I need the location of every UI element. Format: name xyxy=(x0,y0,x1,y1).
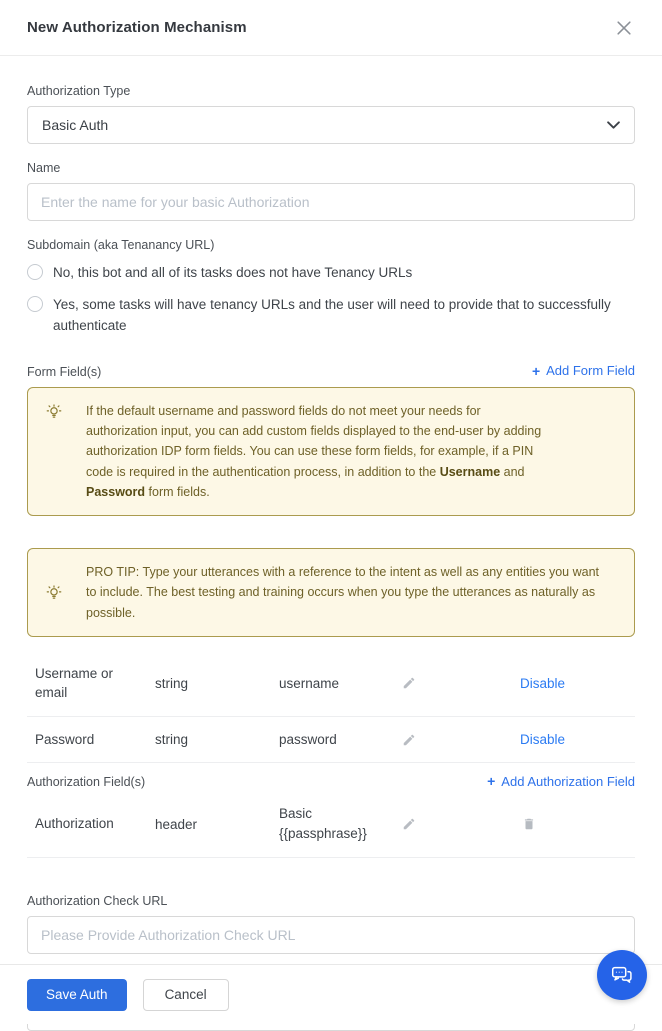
plus-icon: + xyxy=(487,773,496,790)
check-url-input[interactable] xyxy=(27,916,635,954)
subdomain-option-no[interactable] xyxy=(27,263,635,284)
modal-title: New Authorization Mechanism xyxy=(27,19,247,36)
edit-field-button[interactable] xyxy=(400,815,520,833)
info-text-part: form fields. xyxy=(145,484,210,499)
add-authorization-field-label: Add Authorization Field xyxy=(501,773,635,789)
subdomain-option-yes[interactable] xyxy=(27,295,635,337)
form-fields-table xyxy=(27,651,635,764)
auth-fields-section-head xyxy=(27,773,635,789)
pro-tip-text: PRO TIP: Type your utterances with a reference to the intent as well as any entities you want to include. The best testing and training occurs when you type the utterances as naturally as possible. xyxy=(86,565,600,620)
edit-field-button[interactable] xyxy=(400,731,520,749)
field-type-cell: string xyxy=(155,732,189,748)
disable-field-link[interactable]: Disable xyxy=(520,675,566,691)
auth-type-select[interactable] xyxy=(27,106,635,144)
lightbulb-icon xyxy=(45,403,63,421)
field-key-cell: username xyxy=(279,675,340,691)
subdomain-label: Subdomain (aka Tenanancy URL) xyxy=(27,238,215,252)
save-auth-button[interactable]: Save Auth xyxy=(27,979,127,1011)
check-url-label: Authorization Check URL xyxy=(27,893,168,908)
auth-type-label: Authorization Type xyxy=(27,84,131,98)
form-fields-info-text xyxy=(86,401,554,502)
cancel-button[interactable]: Cancel xyxy=(143,979,229,1011)
pro-tip-box xyxy=(27,548,635,637)
trash-icon xyxy=(522,817,536,831)
lightbulb-icon xyxy=(45,584,63,602)
radio-button-yes[interactable] xyxy=(27,296,43,312)
field-type-cell: header xyxy=(155,816,198,832)
form-fields-section-head xyxy=(27,363,635,379)
form-fields-info-box xyxy=(27,387,635,516)
info-text-bold-username: Username xyxy=(439,464,501,479)
pencil-icon xyxy=(402,733,416,747)
subdomain-option-yes-label: Yes, some tasks will have tenancy URLs and the user will need to provide that to successfully authenticate xyxy=(53,296,611,333)
modal-header xyxy=(0,0,662,56)
subdomain-option-no-label: No, this bot and all of its tasks does not have Tenancy URLs xyxy=(53,265,413,280)
close-icon xyxy=(617,21,631,35)
auth-type-selected-value: Basic Auth xyxy=(42,117,109,133)
chevron-down-icon xyxy=(607,121,620,129)
field-name-cell: Authorization xyxy=(35,816,114,832)
add-form-field-button[interactable] xyxy=(532,363,635,379)
add-authorization-field-button[interactable] xyxy=(487,773,635,789)
add-form-field-label: Add Form Field xyxy=(546,363,635,379)
plus-icon: + xyxy=(531,362,541,379)
name-label: Name xyxy=(27,161,61,175)
name-input[interactable] xyxy=(27,183,635,221)
auth-fields-table xyxy=(27,791,635,857)
field-type-cell: string xyxy=(155,675,189,691)
info-text-part: and xyxy=(500,464,525,479)
pencil-icon xyxy=(402,817,416,831)
table-row-password xyxy=(27,717,635,764)
modal-footer xyxy=(0,964,662,1024)
disable-field-link[interactable]: Disable xyxy=(520,732,566,748)
field-value-cell: Basic {{passphrase}} xyxy=(279,806,367,842)
edit-field-button[interactable] xyxy=(400,674,520,692)
field-name-cell: Password xyxy=(35,731,95,747)
modal-body xyxy=(0,84,662,1031)
field-key-cell: password xyxy=(279,732,337,748)
field-name-cell: Username or email xyxy=(35,665,114,701)
chat-fab-button[interactable] xyxy=(597,950,647,1000)
chat-bubble-icon xyxy=(609,962,635,988)
info-text-part: If the default username and password fields do not meet your needs for authorization input, you can add custom fields displayed to the end-user by adding authorization IDP form fields. You can use these form fields, for example, if a PIN code is required in the authentication process, in addition to the xyxy=(86,403,542,479)
delete-field-button[interactable] xyxy=(520,815,635,833)
info-text-bold-password: Password xyxy=(86,484,146,499)
close-button[interactable] xyxy=(613,17,635,39)
auth-fields-label: Authorization Field(s) xyxy=(27,775,146,790)
radio-button-no[interactable] xyxy=(27,264,43,280)
form-fields-label: Form Field(s) xyxy=(27,364,102,379)
pencil-icon xyxy=(402,676,416,690)
table-row-authorization xyxy=(27,791,635,857)
table-row-username xyxy=(27,651,635,717)
